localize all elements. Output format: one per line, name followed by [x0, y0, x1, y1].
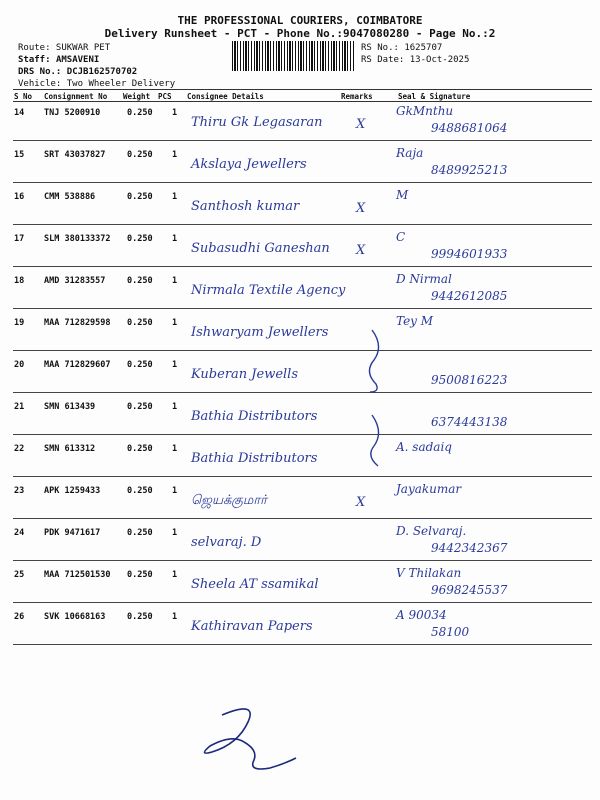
row-weight: 0.250: [127, 108, 153, 118]
row-pcs: 1: [172, 192, 178, 202]
row-consignee-handwritten: Bathia Distributors: [191, 451, 318, 466]
row-consignee-handwritten: Akslaya Jewellers: [191, 157, 307, 172]
row-signature: A 90034: [396, 608, 447, 622]
row-consignee-handwritten: Santhosh kumar: [191, 199, 300, 214]
row-signature: V Thilakan: [396, 566, 462, 580]
row-consignee-handwritten: ஜெயக்குமார்: [191, 493, 267, 508]
col-sno: S No: [14, 92, 33, 101]
row-remarks-mark: X: [356, 117, 366, 132]
row-phone-handwritten: 9442612085: [431, 289, 508, 303]
row-pcs: 1: [172, 570, 178, 580]
row-pcs: 1: [172, 360, 178, 370]
row-phone-handwritten: 9994601933: [431, 247, 508, 261]
col-pcs: PCS: [158, 92, 172, 101]
row-consignment-no: CMM 538886: [44, 192, 96, 202]
row-sno: 16: [14, 192, 25, 202]
row-pcs: 1: [172, 276, 178, 286]
row-sno: 18: [14, 276, 25, 286]
row-consignee-handwritten: Nirmala Textile Agency: [191, 283, 346, 298]
row-weight: 0.250: [127, 150, 153, 160]
row-pcs: 1: [172, 318, 178, 328]
row-weight: 0.250: [127, 192, 153, 202]
row-sno: 25: [14, 570, 25, 580]
row-signature: A. sadaiq: [396, 440, 452, 454]
row-weight: 0.250: [127, 528, 153, 538]
drs-value: DCJB162570702: [66, 67, 138, 77]
row-weight: 0.250: [127, 570, 153, 580]
row-weight: 0.250: [127, 318, 153, 328]
bracket-scribble-21-22: [371, 415, 379, 466]
col-seal-signature: Seal & Signature: [398, 92, 471, 101]
row-sno: 21: [14, 402, 25, 412]
row-consignment-no: MAA 712501530: [44, 570, 111, 580]
row-consignment-no: PDK 9471617: [44, 528, 101, 538]
row-phone-handwritten: 58100: [431, 625, 470, 639]
row-signature: Tey M: [396, 314, 434, 328]
row-weight: 0.250: [127, 486, 153, 496]
row-sno: 24: [14, 528, 25, 538]
row-signature: M: [396, 188, 409, 202]
row-weight: 0.250: [127, 444, 153, 454]
row-consignee-handwritten: Kathiravan Papers: [191, 619, 313, 634]
row-sno: 20: [14, 360, 25, 370]
col-consignee: Consignee Details: [187, 92, 264, 101]
row-sno: 26: [14, 612, 25, 622]
row-remarks-mark: X: [356, 201, 366, 216]
row-signature: GkMnthu: [396, 104, 454, 118]
row-sno: 17: [14, 234, 25, 244]
row-pcs: 1: [172, 234, 178, 244]
col-weight: Weight: [123, 92, 151, 101]
row-phone-handwritten: 9488681064: [431, 121, 508, 135]
row-sno: 14: [14, 108, 25, 118]
row-weight: 0.250: [127, 402, 153, 412]
bracket-scribble-19-20: [369, 330, 378, 392]
runsheet-title: THE PROFESSIONAL COURIERS, COIMBATORE: [177, 14, 423, 27]
row-signature: D Nirmal: [396, 272, 452, 286]
row-consignment-no: MAA 712829598: [44, 318, 111, 328]
row-consignment-no: SVK 10668163: [44, 612, 106, 622]
row-consignee-handwritten: selvaraj. D: [191, 535, 262, 550]
row-pcs: 1: [172, 402, 178, 412]
row-phone-handwritten: 8489925213: [431, 163, 508, 177]
row-pcs: 1: [172, 486, 178, 496]
row-signature: D. Selvaraj.: [396, 524, 467, 538]
row-signature: C: [396, 230, 406, 244]
row-pcs: 1: [172, 444, 178, 454]
row-consignee-handwritten: Bathia Distributors: [191, 409, 318, 424]
row-phone-handwritten: 9698245537: [431, 583, 508, 597]
vehicle-text: Vehicle: Two Wheeler Delivery: [18, 79, 176, 89]
staff-label: Staff:: [18, 55, 51, 65]
row-consignment-no: SLM 380133372: [44, 234, 111, 244]
row-consignment-no: SMN 613439: [44, 402, 96, 412]
row-weight: 0.250: [127, 276, 153, 286]
row-phone-handwritten: 9500816223: [431, 373, 508, 387]
route-text: Route: SUKWAR PET: [18, 43, 111, 53]
staff-value: AMSAVENI: [55, 55, 100, 65]
runsheet-subtitle: Delivery Runsheet - PCT - Phone No.:9047080280 - Page No.:2: [104, 27, 496, 40]
row-pcs: 1: [172, 612, 178, 622]
row-signature: Jayakumar: [396, 482, 462, 496]
drs-label: DRS No.:: [18, 67, 62, 77]
row-consignment-no: AMD 31283557: [44, 276, 106, 286]
row-consignment-no: SMN 613312: [44, 444, 96, 454]
row-pcs: 1: [172, 528, 178, 538]
row-sno: 19: [14, 318, 25, 328]
row-sno: 23: [14, 486, 25, 496]
row-weight: 0.250: [127, 360, 153, 370]
page-signature-stroke: [204, 709, 296, 769]
row-remarks-mark: X: [356, 243, 366, 258]
rs-date: RS Date: 13-Oct-2025: [361, 55, 470, 65]
row-pcs: 1: [172, 108, 178, 118]
row-consignment-no: SRT 43037827: [44, 150, 106, 160]
col-consignment: Consignment No: [44, 92, 108, 101]
row-phone-handwritten: 6374443138: [431, 415, 508, 429]
row-consignment-no: TNJ 5200910: [44, 108, 101, 118]
row-consignment-no: MAA 712829607: [44, 360, 111, 370]
row-pcs: 1: [172, 150, 178, 160]
row-weight: 0.250: [127, 612, 153, 622]
row-phone-handwritten: 9442342367: [431, 541, 508, 555]
row-consignee-handwritten: Subasudhi Ganeshan: [191, 241, 330, 256]
row-consignment-no: APK 1259433: [44, 486, 101, 496]
col-remarks: Remarks: [341, 92, 373, 101]
row-weight: 0.250: [127, 234, 153, 244]
row-consignee-handwritten: Thiru Gk Legasaran: [191, 115, 323, 130]
row-consignee-handwritten: Kuberan Jewells: [191, 367, 298, 382]
row-consignee-handwritten: Ishwaryam Jewellers: [191, 325, 329, 340]
row-consignee-handwritten: Sheela AT ssamikal: [191, 577, 319, 592]
row-remarks-mark: X: [356, 495, 366, 510]
row-sno: 15: [14, 150, 25, 160]
row-signature: Raja: [396, 146, 424, 160]
row-sno: 22: [14, 444, 25, 454]
rs-number: RS No.: 1625707: [361, 43, 443, 53]
